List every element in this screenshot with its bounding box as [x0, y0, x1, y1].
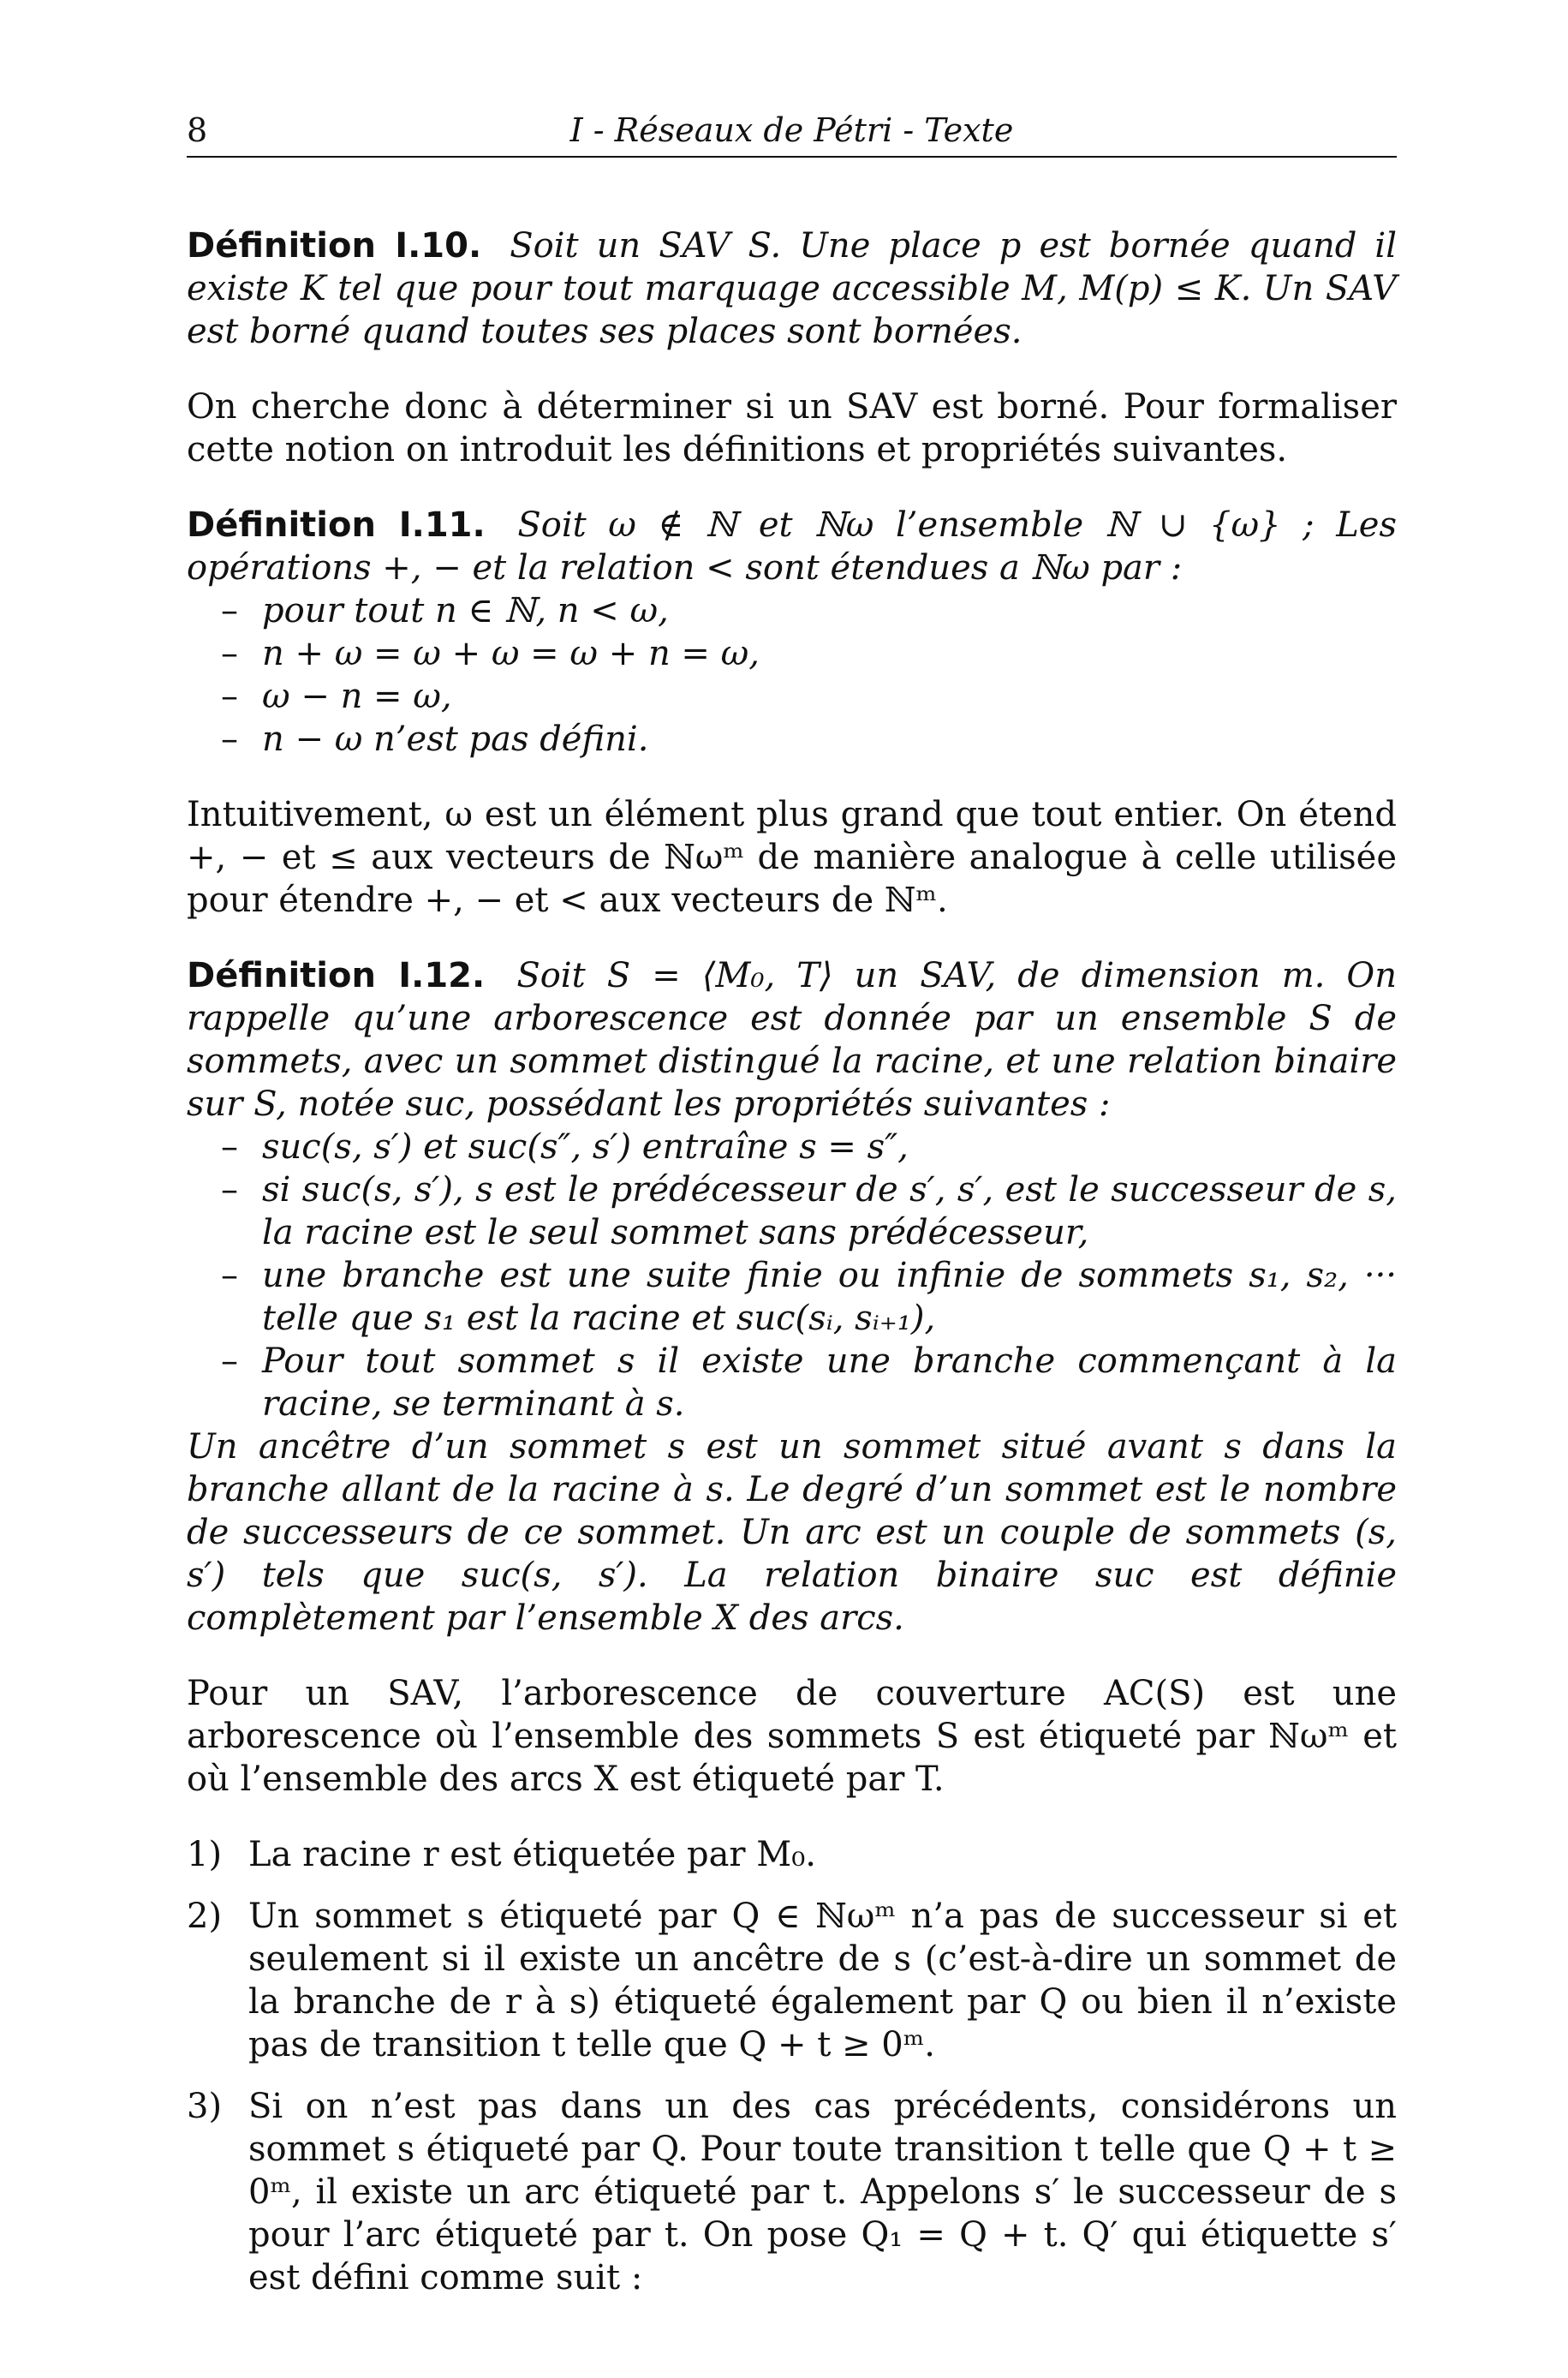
- numbered-list: [187, 1833, 1397, 2299]
- definition-list: [187, 589, 1397, 761]
- item-text: Si on n’est pas dans un des cas précédents, considérons un sommet s étiqueté par Q. Pour toute transition t telle que Q + t ≥ 0ᵐ, il existe un arc étiqueté par t. Appelons s′ le successeur de s pour l’arc étiqueté par t. On pose Q₁ = Q + t. Q′ qui étiquette s′ est défini comme suit :: [248, 2087, 1397, 2297]
- item-number: 2): [187, 1897, 223, 1936]
- page-number: 8: [187, 111, 208, 149]
- page: [187, 103, 1397, 2318]
- list-item: – ω − n = ω,: [187, 675, 1397, 718]
- list-item: – n + ω = ω + ω = ω + n = ω,: [187, 632, 1397, 675]
- definition-text: Soit ω ∉ ℕ et ℕω l’ensemble ℕ ∪ {ω} ; Les opérations +, − et la relation < sont étendues a ℕω par :: [187, 505, 1398, 588]
- numbered-item: [187, 2085, 1397, 2299]
- definition-heading: Définition I.11.: [187, 505, 486, 545]
- running-title: I - Réseaux de Pétri - Texte: [569, 111, 1014, 149]
- item-number: 1): [187, 1835, 223, 1874]
- paragraph: Intuitivement, ω est un élément plus grand que tout entier. On étend +, − et ≤ aux vecteurs de ℕωᵐ de manière analogue à celle utilisée pour étendre +, − et < aux vecteurs de ℕᵐ.: [187, 795, 1397, 920]
- numbered-item: [187, 1895, 1397, 2066]
- list-item: – si suc(s, s′), s est le prédécesseur de s′, s′, est le successeur de s, la racine est le seul sommet sans prédécesseur,: [187, 1168, 1397, 1254]
- definition-heading: Définition I.12.: [187, 956, 486, 995]
- definition-i11: [187, 504, 1397, 761]
- paragraph: On cherche donc à déterminer si un SAV est borné. Pour formaliser cette notion on introduit les définitions et propriétés suivantes.: [187, 387, 1397, 469]
- definition-i10: [187, 224, 1397, 353]
- numbered-item: [187, 1833, 1397, 1876]
- definition-text: Soit S = ⟨M₀, T⟩ un SAV, de dimension m. On rappelle qu’une arborescence est donnée par un ensemble S de sommets, avec un sommet distingué la racine, et une relation binaire sur S, notée suc, possédant les propriétés suivantes :: [187, 956, 1397, 1124]
- list-item: – suc(s, s′) et suc(s″, s′) entraîne s = s″,: [187, 1126, 1397, 1168]
- definition-i12: [187, 954, 1397, 1640]
- definition-text: Soit un SAV S. Une place p est bornée quand il existe K tel que pour tout marquage accessible M, M(p) ≤ K. Un SAV est borné quand toutes ses places sont bornées.: [187, 226, 1397, 351]
- page-content: [187, 158, 1397, 2299]
- definition-heading: Définition I.10.: [187, 226, 482, 266]
- page-header: [187, 103, 1397, 158]
- list-item: – pour tout n ∈ ℕ, n < ω,: [187, 589, 1397, 632]
- item-text: La racine r est étiquetée par M₀.: [248, 1835, 816, 1874]
- list-item: – Pour tout sommet s il existe une branche commençant à la racine, se terminant à s.: [187, 1340, 1397, 1425]
- definition-text: Un ancêtre d’un sommet s est un sommet situé avant s dans la branche allant de la racine à s. Le degré d’un sommet est le nombre de successeurs de ce sommet. Un arc est un couple de sommets (s, s′) tels que suc(s, s′). La relation binaire suc est définie complètement par l’ensemble X des arcs.: [187, 1427, 1397, 1638]
- list-item: – une branche est une suite finie ou infinie de sommets s₁, s₂, ··· telle que s₁ est la racine et suc(sᵢ, sᵢ₊₁),: [187, 1254, 1397, 1340]
- paragraph: Pour un SAV, l’arborescence de couverture AC(S) est une arborescence où l’ensemble des sommets S est étiqueté par ℕωᵐ et où l’ensemble des arcs X est étiqueté par T.: [187, 1674, 1397, 1799]
- definition-list: [187, 1126, 1397, 1425]
- list-item: – n − ω n’est pas défini.: [187, 718, 1397, 761]
- item-text: Un sommet s étiqueté par Q ∈ ℕωᵐ n’a pas de successeur si et seulement si il existe un ancêtre de s (c’est-à-dire un sommet de la branche de r à s) étiqueté également par Q ou bien il n’existe pas de transition t telle que Q + t ≥ 0ᵐ.: [248, 1897, 1397, 2064]
- item-number: 3): [187, 2087, 223, 2126]
